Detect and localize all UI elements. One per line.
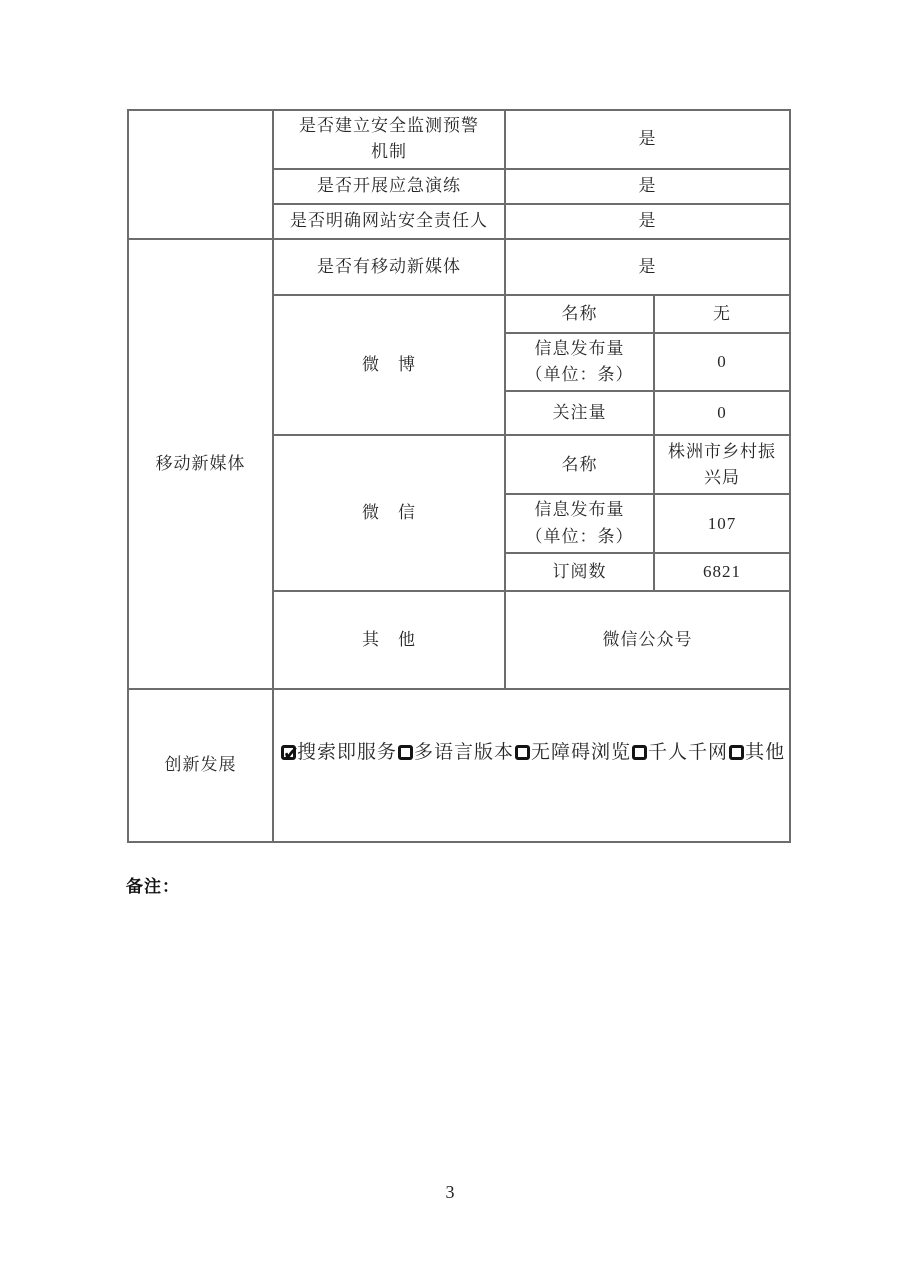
wechat-subscribers-label: 订阅数: [505, 553, 654, 591]
row-label-security-monitoring: 是否建立安全监测预警机制: [273, 110, 505, 169]
wechat-posts-label: 信息发布量 （单位：条）: [505, 494, 654, 553]
weibo-name-value: 无: [654, 295, 790, 333]
wechat-subscribers-value: 6821: [654, 553, 790, 591]
option-multilingual: [397, 738, 514, 767]
checkbox-search-service-icon[interactable]: [281, 745, 296, 760]
wechat-name-label: 名称: [505, 435, 654, 494]
option-accessibility: [514, 738, 631, 767]
option-search-service: [280, 738, 397, 767]
row-label-emergency-drill: 是否开展应急演练: [273, 169, 505, 204]
page-number: 3: [445, 1182, 455, 1202]
option-other-label: 其他: [745, 741, 786, 763]
checkbox-accessibility-icon[interactable]: [515, 745, 530, 760]
option-thousand-sites-label: 千人千网: [648, 741, 729, 763]
remark-label: 备注：: [126, 877, 180, 896]
checkbox-other-icon[interactable]: [729, 745, 744, 760]
row-value-has-mobile-media: 是: [505, 239, 790, 295]
innovation-options-cell: [273, 689, 790, 842]
wechat-label: 微 信: [273, 435, 505, 591]
section-cell-blank: [128, 110, 273, 239]
row-label-has-mobile-media: 是否有移动新媒体: [273, 239, 505, 295]
section-label-mobile-media: 移动新媒体: [128, 239, 273, 689]
other-media-value: 微信公众号: [505, 591, 790, 689]
wechat-posts-value: 107: [654, 494, 790, 553]
row-value-emergency-drill: 是: [505, 169, 790, 204]
row-value-security-officer: 是: [505, 204, 790, 239]
row-value-security-monitoring: 是: [505, 110, 790, 169]
weibo-followers-label: 关注量: [505, 391, 654, 435]
row-label-security-officer: 是否明确网站安全责任人: [273, 204, 505, 239]
option-multilingual-label: 多语言版本: [414, 741, 515, 763]
table-row: [128, 110, 790, 169]
innovation-options-row: [280, 738, 786, 767]
checkbox-multilingual-icon[interactable]: [398, 745, 413, 760]
other-media-label: 其 他: [273, 591, 505, 689]
option-thousand-sites: [631, 738, 728, 767]
wechat-name-value: 株洲市乡村振兴局: [654, 435, 790, 494]
table-row: [128, 239, 790, 295]
weibo-name-label: 名称: [505, 295, 654, 333]
weibo-followers-value: 0: [654, 391, 790, 435]
section-label-innovation: 创新发展: [128, 689, 273, 842]
weibo-posts-label: 信息发布量 （单位：条）: [505, 333, 654, 392]
option-other: [728, 738, 785, 767]
checkbox-thousand-sites-icon[interactable]: [632, 745, 647, 760]
weibo-label: 微 博: [273, 295, 505, 436]
annual-report-table: [127, 109, 791, 843]
option-search-service-label: 搜索即服务: [297, 741, 398, 763]
weibo-posts-value: 0: [654, 333, 790, 392]
option-accessibility-label: 无障碍浏览: [531, 741, 632, 763]
table-row: [128, 689, 790, 842]
